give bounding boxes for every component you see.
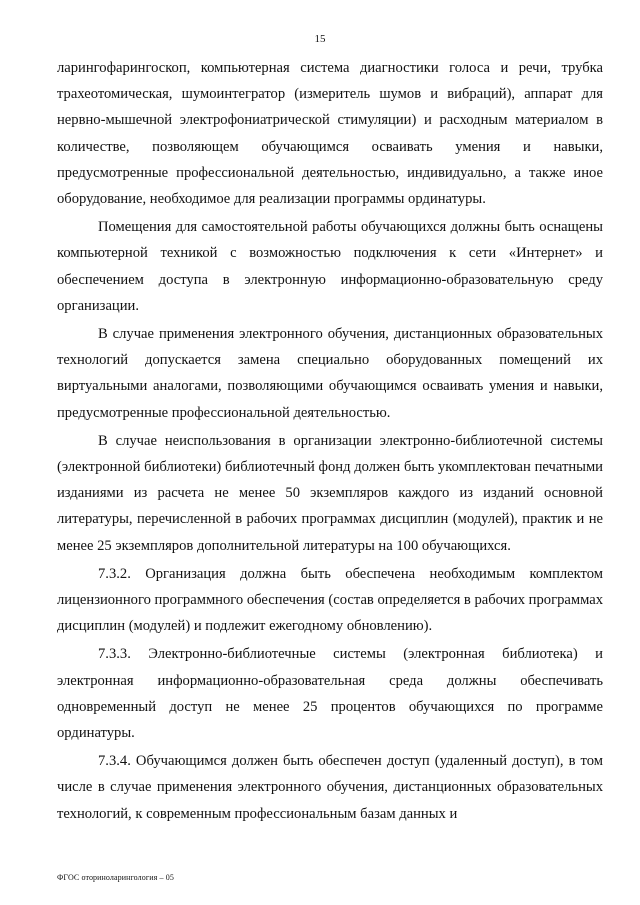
paragraph-7-3-2: 7.3.2. Организация должна быть обеспечена необходимым комплектом лицензионного программного обеспечения (состав определяется в рабочих программах дисциплин (модулей) и подлежит ежегодному обновлению).: [57, 565, 603, 635]
page-number: 15: [314, 33, 326, 45]
footer-document-code: ФГОС оториноларингология – 05: [57, 873, 174, 882]
paragraph-equipment-continuation: ларингофарингоскоп, компьютерная система диагностики голоса и речи, трубка трахеотомическая, шумоинтегратор (измеритель шумов и вибраций), аппарат для нервно-мышечной электрофониатрической стимуляции) и расходным материалом в количестве, позволяющем обучающимся осваивать умения и навыки, предусмотренные профессиональной деятельностью, индивидуально, а также иное оборудование, необходимое для реализации программы ординатуры.: [57, 60, 603, 208]
paragraph-e-learning-replacement: В случае применения электронного обучения, дистанционных образовательных технологий допускается замена специально оборудованных помещений их виртуальными аналогами, позволяющими обучающимся осваивать умения и навыки, предусмотренные профессиональной деятельностью.: [57, 326, 603, 421]
paragraph-library-fund: В случае неиспользования в организации электронно-библиотечной системы (электронной библиотеки) библиотечный фонд должен быть укомплектован печатными изданиями из расчета не менее 50 экземпляров каждого из изданий основной литературы, перечисленной в рабочих программах дисциплин (модулей), практик и не менее 25 экземпляров дополнительной литературы на 100 обучающихся.: [57, 432, 603, 554]
paragraph-7-3-3: 7.3.3. Электронно-библиотечные системы (электронная библиотека) и электронная информационно-образовательная среда должны обеспечивать одновременный доступ не менее 25 процентов обучающихся по программе ординатуры.: [57, 646, 603, 742]
document-body: [57, 55, 603, 829]
paragraph-self-study-rooms: Помещения для самостоятельной работы обучающихся должны быть оснащены компьютерной техникой с возможностью подключения к сети «Интернет» и обеспечением доступа в электронную информационно-образовательную среду организации.: [57, 219, 603, 314]
paragraph-7-3-4: 7.3.4. Обучающимся должен быть обеспечен доступ (удаленный доступ), в том числе в случае применения электронного обучения, дистанционных образовательных технологий, к современным профессиональным базам данных и: [57, 753, 603, 822]
